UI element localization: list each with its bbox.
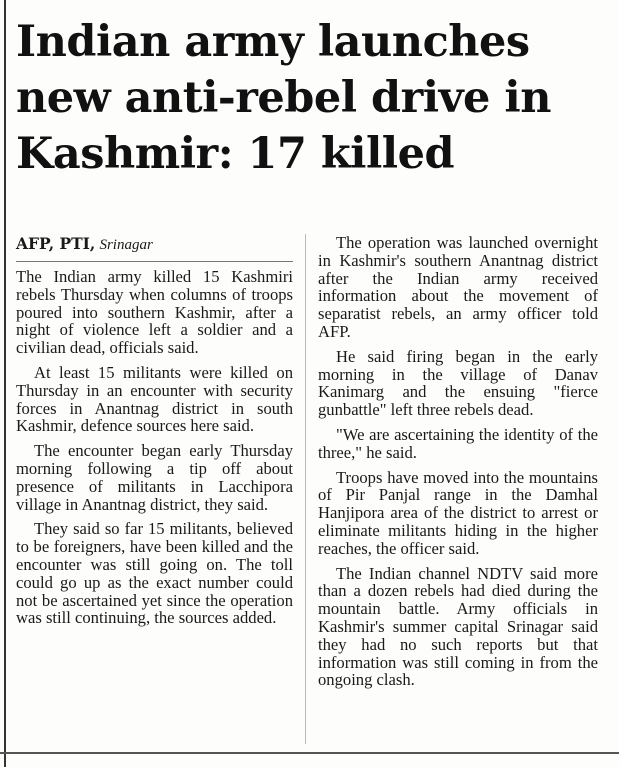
paragraph: The encounter began early Thursday morning following a tip off about presence of militants in Lacchipora village in Anantnag district, they said. bbox=[16, 441, 293, 514]
paragraph: "We are ascertaining the identity of the three," he said. bbox=[318, 424, 598, 462]
paragraph: He said firing began in the early morning in the village of Danav Kanimarg and the ensuing "fierce gunbattle" left three rebels dead. bbox=[318, 346, 598, 420]
column-divider bbox=[305, 234, 306, 744]
bottom-border-rule bbox=[0, 752, 619, 754]
paragraph: They said so far 15 militants, believed to be foreigners, have been killed and the encounter was still going on. The toll could go up as the exact number could not be ascertained yet since the operation was still continuing, the sources added. bbox=[16, 519, 293, 628]
paragraph: At least 15 militants were killed on Thursday in an encounter with security forces in Anantnag district in south Kashmir, defence sources here said. bbox=[16, 362, 293, 436]
byline bbox=[16, 234, 293, 262]
left-border-rule bbox=[4, 0, 6, 767]
paragraph: The operation was launched overnight in Kashmir's southern Anantnag district after the Indian army received information about the movement of separatist rebels, an army officer told AFP. bbox=[318, 233, 598, 341]
article-column-right bbox=[318, 234, 598, 696]
paragraph: The Indian channel NDTV said more than a dozen rebels had died during the mountain battle. Army officials in Kashmir's summer capital Srinagar said they had no such reports but that information was still coming in from the ongoing clash. bbox=[318, 563, 598, 690]
paragraph: Troops have moved into the mountains of Pir Panjal range in the Damhal Hanjipora area of the district to arrest or eliminate militants hiding in the higher reaches, the officer said. bbox=[318, 467, 598, 558]
article-column-left bbox=[16, 234, 293, 634]
byline-dateline: Srinagar bbox=[99, 237, 153, 253]
headline: Indian army launches new anti-rebel drive in Kashmir: 17 killed bbox=[16, 17, 551, 179]
paragraph: The Indian army killed 15 Kashmiri rebels Thursday when columns of troops poured into southern Kashmir, after a night of violence left a soldier and a civilian dead, officials said. bbox=[16, 267, 293, 358]
byline-agency: AFP, PTI, bbox=[16, 234, 96, 253]
